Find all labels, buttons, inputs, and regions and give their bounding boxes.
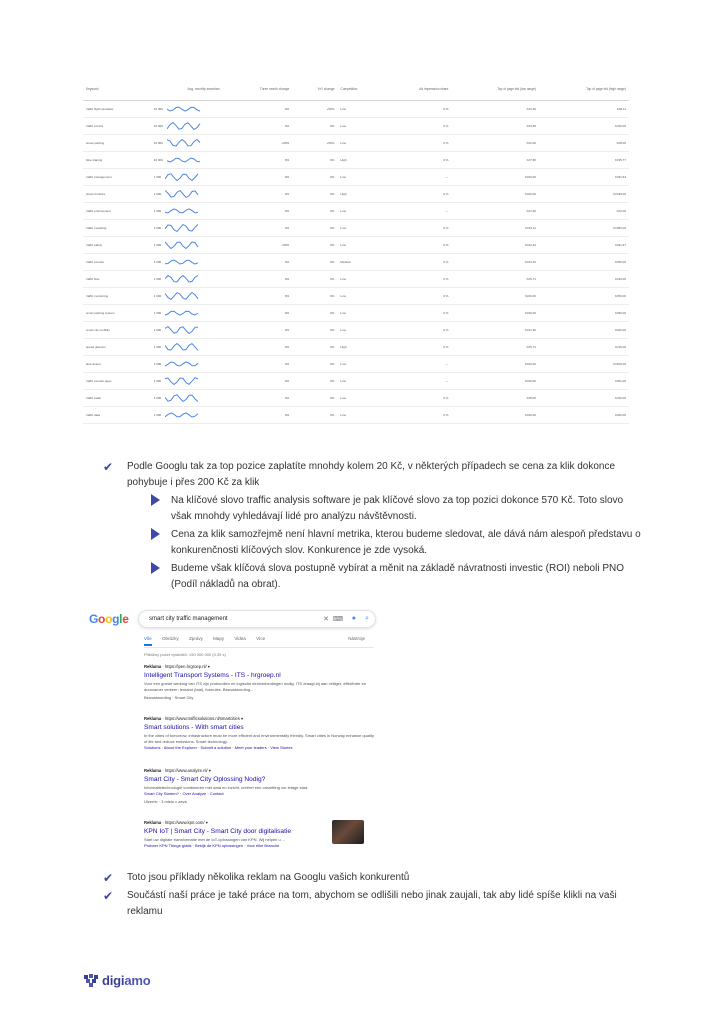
table-cell-searches	[151, 100, 223, 117]
logo-wordmark: digiamo	[102, 972, 151, 988]
table-cell-keyword: traffic monitoring	[83, 287, 151, 304]
trend-sparkline	[165, 410, 201, 420]
table-cell-low: Kč20,00	[451, 287, 539, 304]
table-cell-comp: Low	[337, 321, 382, 338]
trend-sparkline	[167, 121, 203, 131]
table-cell-searches	[151, 372, 223, 389]
ad-result	[144, 664, 374, 701]
table-cell-high: Kč280,00	[539, 219, 629, 236]
column-header[interactable]: Three month change	[223, 78, 293, 100]
table-cell-low: Kč9,71	[451, 270, 539, 287]
table-cell-high: Kč51,00	[539, 372, 629, 389]
table-header-row	[83, 78, 629, 100]
table-cell-m3: 0%	[223, 151, 293, 168]
table-cell-keyword: traffic flow	[83, 270, 151, 287]
search-volume: 1 000	[153, 259, 162, 264]
table-cell-comp: Low	[337, 389, 382, 406]
tab-all[interactable]: Vše	[144, 636, 152, 646]
table-cell-m3: 0%	[223, 253, 293, 270]
table-cell-low: Kč22,44	[451, 236, 539, 253]
table-cell-low: Kč20,00	[451, 406, 539, 423]
mic-icon[interactable]: ●	[351, 615, 356, 622]
table-cell-yoy: +50%	[292, 100, 337, 117]
table-cell-share: 0 %	[383, 236, 452, 253]
ad-title-link[interactable]: Intelligent Transport Systems - ITS - hrgroep.nl	[144, 672, 281, 679]
table-cell-m3: 0%	[223, 117, 293, 134]
table-cell-keyword: speed detector	[83, 338, 151, 355]
table-cell-yoy: 0%	[292, 185, 337, 202]
table-cell-yoy: 0%	[292, 406, 337, 423]
table-cell-high: Kč35,77	[539, 151, 629, 168]
table-cell-share: 0 %	[383, 338, 452, 355]
table-cell-keyword: traffic data	[83, 406, 151, 423]
table-cell-comp: High	[337, 338, 382, 355]
table-cell-yoy: 0%	[292, 287, 337, 304]
table-cell-low: Kč1,60	[451, 100, 539, 117]
table-cell-m3: 0%	[223, 219, 293, 236]
table-cell-keyword: traffic radar	[83, 389, 151, 406]
table-cell-low: Kč3,95	[451, 117, 539, 134]
table-cell-low: Kč5,71	[451, 338, 539, 355]
search-input[interactable]	[138, 610, 376, 628]
table-row	[83, 185, 629, 202]
table-row	[83, 134, 629, 151]
table-cell-comp: High	[337, 151, 382, 168]
table-cell-comp: Low	[337, 219, 382, 236]
table-row	[83, 406, 629, 423]
keyboard-icon[interactable]: ⌨	[332, 616, 343, 623]
tab-more[interactable]: Více	[256, 636, 266, 641]
trend-sparkline	[165, 189, 201, 199]
table-cell-m3: 0%	[223, 321, 293, 338]
sub-bullet-item	[103, 527, 643, 559]
table-cell-low: Kč21,99	[451, 321, 539, 338]
ad-source: Reklama · https://www.trafficsolutions.nl/smartcities ▾	[144, 716, 244, 721]
tools-button[interactable]: Nástroje	[348, 636, 365, 641]
table-cell-low: Kč30,00	[451, 304, 539, 321]
table-cell-yoy: 0%	[292, 168, 337, 185]
search-volume: 1 000	[153, 208, 162, 213]
table-cell-share: 0 %	[383, 406, 452, 423]
table-cell-keyword: traffic flight simulator	[83, 100, 151, 117]
table-row	[83, 168, 629, 185]
top-bullet-list	[103, 459, 643, 595]
ad-sitelinks[interactable]: Smart City Starten? · Over Analyze · Contact	[144, 791, 224, 796]
ad-result	[144, 768, 374, 805]
search-volume: 1 000	[153, 191, 162, 196]
sub-bullet-text: Na klíčové slovo traffic analysis software je pak klíčové slovo za top pozici dokonce 570 Kč. Toto slovo však mnohdy vyhledávají lidé pro analýzu návštěvnosti.	[171, 495, 624, 522]
ad-title-link[interactable]: Smart City - Smart City Oplossing Nodig?	[144, 776, 266, 783]
table-cell-m3: 0%	[223, 168, 293, 185]
table-cell-yoy: 0%	[292, 202, 337, 219]
table-cell-low: Kč20,00	[451, 185, 539, 202]
search-volume: 1 000	[153, 378, 162, 383]
table-cell-searches	[151, 117, 223, 134]
table-row	[83, 270, 629, 287]
table-cell-high: Kč20,00	[539, 389, 629, 406]
trend-sparkline	[167, 138, 203, 148]
search-query: smart city traffic management	[149, 616, 228, 622]
table-cell-yoy: 0%	[292, 372, 337, 389]
table-cell-share: —	[383, 355, 452, 372]
table-row	[83, 321, 629, 338]
bullet-item	[103, 888, 643, 920]
tab-images[interactable]: Obrázky	[162, 636, 179, 641]
table-cell-keyword: smart parking system	[83, 304, 151, 321]
table-row	[83, 219, 629, 236]
table-cell-keyword: lane detect	[83, 355, 151, 372]
table-cell-m3: 0%	[223, 270, 293, 287]
table-cell-share: 0 %	[383, 117, 452, 134]
table-row	[83, 287, 629, 304]
table-cell-m3: 0%	[223, 372, 293, 389]
table-cell-high: Kč239,00	[539, 185, 629, 202]
table-cell-m3: 0%	[223, 185, 293, 202]
table-cell-high: Kč90,00	[539, 304, 629, 321]
table-cell-yoy: +50%	[292, 134, 337, 151]
table-cell-share: 0 %	[383, 219, 452, 236]
heart-logo-icon	[84, 974, 99, 987]
trend-sparkline	[165, 223, 201, 233]
bullet-item	[103, 870, 643, 886]
table-cell-keyword: street parking	[83, 134, 151, 151]
table-cell-yoy: 0%	[292, 355, 337, 372]
table-cell-share: 0 %	[383, 134, 452, 151]
trend-sparkline	[165, 206, 201, 216]
table-cell-low: Kč1,60	[451, 202, 539, 219]
table-cell-comp: Low	[337, 270, 382, 287]
table-cell-share: 0 %	[383, 304, 452, 321]
table-cell-share: 0 %	[383, 253, 452, 270]
trend-sparkline	[165, 342, 201, 352]
search-volume: 1 000	[153, 310, 162, 315]
google-search-screenshot	[86, 602, 386, 852]
ad-title-link[interactable]: Smart solutions - With smart cities	[144, 724, 244, 731]
table-cell-keyword: smart city mobility	[83, 321, 151, 338]
table-cell-keyword: traffic management	[83, 168, 151, 185]
trend-sparkline	[165, 291, 201, 301]
table-cell-searches	[151, 355, 223, 372]
table-cell-comp: Low	[337, 100, 382, 117]
table-cell-comp: Low	[337, 117, 382, 134]
table-row	[83, 117, 629, 134]
table-cell-high: Kč100,00	[539, 355, 629, 372]
table-cell-searches	[151, 151, 223, 168]
table-cell-yoy: 0%	[292, 338, 337, 355]
bullet-text: Součástí naší práce je také práce na tom, abychom se odlišili nebo jinak zaujali, tak aby lidé spíše klikli na vaši reklamu	[127, 890, 617, 917]
table-cell-share: 0 %	[383, 100, 452, 117]
table-cell-searches	[151, 287, 223, 304]
ad-extra: Bewustwording · Smart City	[144, 695, 194, 700]
table-cell-high: Kč8,11	[539, 100, 629, 117]
table-cell-m3: 0%	[223, 338, 293, 355]
checkmark-icon: ✔	[103, 889, 114, 903]
arrow-bullet-icon	[151, 494, 160, 506]
table-cell-keyword: bike sharing	[83, 151, 151, 168]
table-cell-comp: Low	[337, 355, 382, 372]
table-cell-high: Kč15,00	[539, 338, 629, 355]
trend-sparkline	[167, 155, 203, 165]
search-volume: 10 000	[153, 140, 163, 145]
table-cell-share: —	[383, 202, 452, 219]
table-cell-share: 0 %	[383, 389, 452, 406]
clear-icon[interactable]: ✕	[323, 616, 329, 623]
table-cell-yoy: 0%	[292, 219, 337, 236]
table-cell-comp: Low	[337, 406, 382, 423]
table-cell-yoy: 0%	[292, 321, 337, 338]
table-cell-comp: Low	[337, 304, 382, 321]
table-cell-searches	[151, 389, 223, 406]
trend-sparkline	[165, 393, 201, 403]
bottom-bullet-list	[103, 870, 643, 922]
keyword-table	[83, 78, 629, 424]
table-cell-searches	[151, 270, 223, 287]
table-cell-share: —	[383, 168, 452, 185]
ad-title-link[interactable]: KPN IoT | Smart City - Smart City door digitalisatie	[144, 828, 292, 835]
table-cell-yoy: 0%	[292, 270, 337, 287]
table-cell-share: 0 %	[383, 270, 452, 287]
sub-bullet-item	[103, 561, 643, 593]
table-cell-comp: High	[337, 185, 382, 202]
table-cell-yoy: 0%	[292, 389, 337, 406]
table-cell-share: 0 %	[383, 151, 452, 168]
search-volume: 1 000	[153, 395, 162, 400]
trend-sparkline	[165, 274, 201, 284]
ad-result	[144, 716, 374, 751]
checkmark-icon: ✔	[103, 460, 114, 474]
table-cell-low: Kč23,33	[451, 253, 539, 270]
table-cell-low: Kč2,00	[451, 134, 539, 151]
table-cell-searches	[151, 219, 223, 236]
sub-bullet-item	[103, 493, 643, 525]
ad-description: Voor een goede werking van ITS zijn protocollen en logische eindverbindingen nodig. ITS draagt bij aan veiliger, efficiënter en duurzamer verkeer; iemand (taal), formules. Bewustwording...	[144, 681, 367, 692]
table-cell-high: Kč50,00	[539, 287, 629, 304]
table-cell-m3: 0%	[223, 355, 293, 372]
search-volume: 10 000	[153, 157, 163, 162]
table-cell-comp: Medium	[337, 253, 382, 270]
table-cell-share: 0 %	[383, 185, 452, 202]
ad-description: Informatietechnologie combineren met data en inzicht, creëert een omzetting vor ietage stad.	[144, 785, 309, 790]
table-cell-m3: 0%	[223, 389, 293, 406]
search-volume: 1 000	[153, 174, 162, 179]
table-cell-yoy: 0%	[292, 253, 337, 270]
table-cell-comp: Low	[337, 372, 382, 389]
table-cell-yoy: 0%	[292, 117, 337, 134]
table-cell-comp: Low	[337, 134, 382, 151]
table-cell-m3: 0%	[223, 304, 293, 321]
trend-sparkline	[165, 240, 201, 250]
bullet-text: Podle Googlu tak za top pozice zaplatíte mnohdy kolem 20 Kč, v některých případech se cena za klik dokonce pohybuje i přes 200 Kč za klik	[127, 461, 616, 488]
trend-sparkline	[165, 257, 201, 267]
trend-sparkline	[167, 104, 203, 114]
google-logo: Google	[89, 612, 129, 626]
table-cell-low: Kč20,00	[451, 355, 539, 372]
table-cell-searches	[151, 202, 223, 219]
ad-sitelinks[interactable]: Solutions · About the Explorer · Submit a solution · Meet your leaders · View Stories	[144, 745, 293, 750]
table-cell-high: Kč30,00	[539, 270, 629, 287]
table-cell-yoy: 0%	[292, 151, 337, 168]
table-cell-high: Kč91,97	[539, 236, 629, 253]
table-cell-comp: Low	[337, 168, 382, 185]
sub-bullet-text: Budeme však klíčová slova postupně vybírat a měnit na základě návratnosti investic (ROI) neboli PNO (Podíl nákladů na obrat).	[171, 563, 624, 590]
ad-source: Reklama · https://www.analyze.nl/ ▾	[144, 768, 211, 773]
arrow-bullet-icon	[151, 528, 160, 540]
arrow-bullet-icon	[151, 562, 160, 574]
ad-sitelinks[interactable]: Probeer KPN Things gratis · Bekijk de KPN oplossingen · Voor elke Branche	[144, 843, 280, 848]
table-row	[83, 372, 629, 389]
trend-sparkline	[165, 325, 201, 335]
table-cell-searches	[151, 321, 223, 338]
table-row	[83, 202, 629, 219]
bullet-item	[103, 459, 643, 491]
table-cell-high: Kč8,00	[539, 134, 629, 151]
search-icon[interactable]: ⌕	[365, 615, 369, 622]
table-cell-share: 0 %	[383, 321, 452, 338]
table-body	[83, 100, 629, 423]
table-cell-yoy: 0%	[292, 236, 337, 253]
table-cell-low: Kč20,00	[451, 372, 539, 389]
search-tabs	[144, 636, 374, 648]
table-cell-high: Kč6,00	[539, 202, 629, 219]
column-header[interactable]: YoY change	[292, 78, 337, 100]
table-cell-searches	[151, 185, 223, 202]
table-cell-high: Kč91,54	[539, 168, 629, 185]
checkmark-icon: ✔	[103, 871, 114, 885]
tab-news[interactable]: Zprávy	[189, 636, 203, 641]
table-cell-m3: +50%	[223, 236, 293, 253]
column-header[interactable]: Keyword	[83, 78, 151, 100]
table-row	[83, 355, 629, 372]
table-cell-low: Kč8,00	[451, 389, 539, 406]
search-volume: 1 000	[153, 225, 162, 230]
search-volume: 1 000	[153, 344, 162, 349]
table-row	[83, 253, 629, 270]
table-cell-keyword: traffic counter	[83, 253, 151, 270]
ad-result	[144, 820, 374, 849]
search-volume: 1 000	[153, 293, 162, 298]
table-cell-m3: +50%	[223, 134, 293, 151]
table-row	[83, 100, 629, 117]
table-cell-searches	[151, 253, 223, 270]
ad-description: Start uw digitale transformatie met de IoT-oplossingen van KPN. Wij helpen u ...	[144, 837, 286, 842]
trend-sparkline	[165, 172, 201, 182]
table-cell-high: Kč60,00	[539, 321, 629, 338]
table-row	[83, 338, 629, 355]
search-volume: 1 000	[153, 361, 162, 366]
search-volume: 1 000	[153, 327, 162, 332]
table-cell-comp: Low	[337, 287, 382, 304]
tab-maps[interactable]: Mapy	[213, 636, 225, 641]
ad-rating: Ulzerric · 3 misto v zavá	[144, 799, 187, 804]
column-header[interactable]: Avg. monthly searches	[151, 78, 223, 100]
search-volume: 1 000	[153, 276, 162, 281]
search-volume: 10 000	[153, 123, 163, 128]
table-cell-low: Kč7,95	[451, 151, 539, 168]
table-cell-low: Kč20,00	[451, 168, 539, 185]
column-header[interactable]: Top of page bid (low range)	[451, 78, 539, 100]
column-header[interactable]: Competition	[337, 78, 382, 100]
table-cell-share: 0 %	[383, 287, 452, 304]
table-cell-m3: 0%	[223, 406, 293, 423]
result-stats: Přibližný počet výsledků: 190 000 000 (0,39 s)	[144, 652, 226, 657]
table-cell-keyword: traffic counter apps	[83, 372, 151, 389]
digiamo-logo	[84, 972, 150, 988]
table-cell-m3: 0%	[223, 202, 293, 219]
trend-sparkline	[165, 359, 201, 369]
table-cell-keyword: traffic enforcement	[83, 202, 151, 219]
ad-source: Reklama · https://ipen.hrgroep.nl/ ▾	[144, 664, 210, 669]
column-header[interactable]: Top of page bid (high range)	[539, 78, 629, 100]
table-cell-yoy: 0%	[292, 304, 337, 321]
table-cell-high: Kč50,00	[539, 253, 629, 270]
sub-bullet-text: Cena za klik samozřejmě není hlavní metrika, kterou budeme sledovat, ale dává nám alespoň představu o konkurenčnosti klíčových slov. Konkurence je zde vysoká.	[171, 529, 641, 556]
table-row	[83, 236, 629, 253]
tab-videos[interactable]: Videa	[234, 636, 246, 641]
table-row	[83, 151, 629, 168]
search-volume: 10 000	[153, 106, 163, 111]
table-cell-searches	[151, 406, 223, 423]
ad-thumbnail-image[interactable]	[332, 820, 364, 844]
table-cell-m3: 0%	[223, 100, 293, 117]
table-cell-keyword: traffic modeling	[83, 219, 151, 236]
table-cell-keyword: traffic safety	[83, 236, 151, 253]
table-cell-searches	[151, 168, 223, 185]
table-cell-comp: Low	[337, 202, 382, 219]
table-cell-searches	[151, 134, 223, 151]
table-cell-searches	[151, 338, 223, 355]
search-volume: 1 000	[153, 412, 162, 417]
table-cell-comp: Low	[337, 236, 382, 253]
ad-description: In the cities of tomorrow, infrastructure must be more efficient and environmentally friendly. Smart cities in Norway enhance quality of life and reduce emissions. Smart technology.	[144, 733, 374, 744]
bullet-text: Toto jsou příklady několika reklam na Googlu vašich konkurentů	[127, 872, 410, 883]
table-cell-keyword: street furniture	[83, 185, 151, 202]
table-cell-low: Kč33,11	[451, 219, 539, 236]
table-cell-m3: 0%	[223, 287, 293, 304]
table-cell-high: Kč20,00	[539, 117, 629, 134]
trend-sparkline	[165, 376, 201, 386]
table-cell-keyword: traffic control	[83, 117, 151, 134]
column-header[interactable]: Ad impression share	[383, 78, 452, 100]
table-cell-searches	[151, 304, 223, 321]
table-row	[83, 389, 629, 406]
trend-sparkline	[165, 308, 201, 318]
table-cell-share: —	[383, 372, 452, 389]
ad-source: Reklama · https://www.kpn.com/ ▾	[144, 820, 208, 825]
table-cell-searches	[151, 236, 223, 253]
table-row	[83, 304, 629, 321]
search-volume: 1 000	[153, 242, 162, 247]
table-cell-high: Kč60,00	[539, 406, 629, 423]
